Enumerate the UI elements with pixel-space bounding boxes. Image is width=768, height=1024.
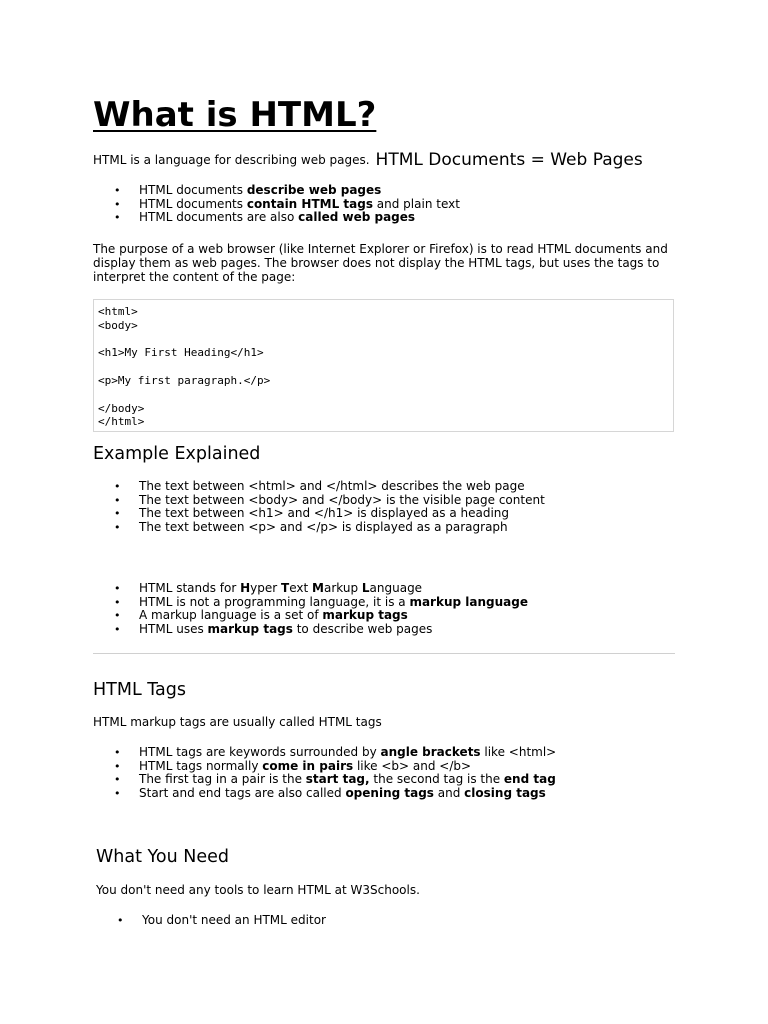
divider	[93, 653, 675, 654]
list-item: • You don't need an HTML editor	[117, 913, 326, 927]
list-item: • HTML tags are keywords surrounded by angle brackets like <html>	[114, 745, 557, 759]
bullet-icon: •	[117, 914, 124, 927]
list-item: • The text between <h1> and </h1> is displayed as a heading	[114, 506, 510, 520]
bullet-icon: •	[114, 197, 121, 211]
bullet-icon: •	[114, 507, 121, 520]
bullet-icon: •	[114, 609, 121, 622]
bullet-icon: •	[114, 595, 121, 609]
list-html-facts	[93, 582, 528, 636]
list-item: • HTML documents are also called web pages	[114, 210, 416, 224]
bullet-icon: •	[114, 493, 121, 507]
bullet-icon: •	[114, 480, 121, 493]
code-example-box	[93, 299, 674, 432]
list-html-documents	[93, 184, 460, 225]
list-item: • HTML uses markup tags to describe web pages	[114, 621, 433, 636]
intro-big-text: HTML Documents = Web Pages	[375, 150, 643, 170]
list-item: • The text between <html> and </html> describes the web page	[114, 479, 525, 493]
bullet-icon: •	[114, 773, 121, 786]
list-example-explained	[93, 480, 545, 534]
bullet-icon: •	[114, 184, 121, 197]
intro-paragraph	[93, 150, 643, 170]
page-title: What is HTML?	[93, 95, 377, 135]
list-item: • HTML is not a programming language, it is a markup language	[114, 594, 528, 609]
list-item: • HTML stands for Hyper Text Markup Language	[114, 581, 423, 595]
bullet-icon: •	[114, 746, 121, 759]
list-item: • HTML documents describe web pages	[114, 183, 382, 197]
list-item: • Start and end tags are also called opening tags and closing tags	[114, 785, 546, 800]
purpose-line: interpret the content of the page:	[93, 270, 296, 284]
list-item: • The first tag in a pair is the start tag, the second tag is the end tag	[114, 772, 556, 786]
bullet-icon: •	[114, 582, 121, 595]
list-html-tags	[93, 746, 556, 800]
bullet-icon: •	[114, 622, 121, 636]
list-what-you-need	[96, 914, 326, 928]
list-item: • A markup language is a set of markup tags	[114, 608, 408, 622]
bullet-icon: •	[114, 786, 121, 800]
heading-html-tags: HTML Tags	[93, 680, 187, 700]
purpose-line: display them as web pages. The browser does not display the HTML tags, but uses the tags to	[93, 256, 660, 270]
list-item: • HTML documents contain HTML tags and plain text	[114, 196, 460, 211]
need-intro: You don't need any tools to learn HTML at W3Schools.	[96, 883, 420, 897]
bullet-icon: •	[114, 520, 121, 534]
code-example: <html> <body> <h1>My First Heading</h1> <p>My first paragraph.</p> </body> </html>	[98, 305, 271, 429]
list-item: • HTML tags normally come in pairs like <b> and </b>	[114, 758, 472, 773]
tags-intro: HTML markup tags are usually called HTML tags	[93, 715, 382, 729]
intro-text: HTML is a language for describing web pages.	[93, 153, 370, 167]
bullet-icon: •	[114, 211, 121, 224]
heading-what-you-need: What You Need	[96, 847, 230, 867]
bullet-icon: •	[114, 759, 121, 773]
list-item: • The text between <body> and </body> is the visible page content	[114, 492, 545, 507]
heading-example-explained: Example Explained	[93, 444, 261, 464]
purpose-line: The purpose of a web browser (like Internet Explorer or Firefox) is to read HTML documents and	[93, 242, 668, 256]
list-item: • The text between <p> and </p> is displayed as a paragraph	[114, 519, 508, 534]
